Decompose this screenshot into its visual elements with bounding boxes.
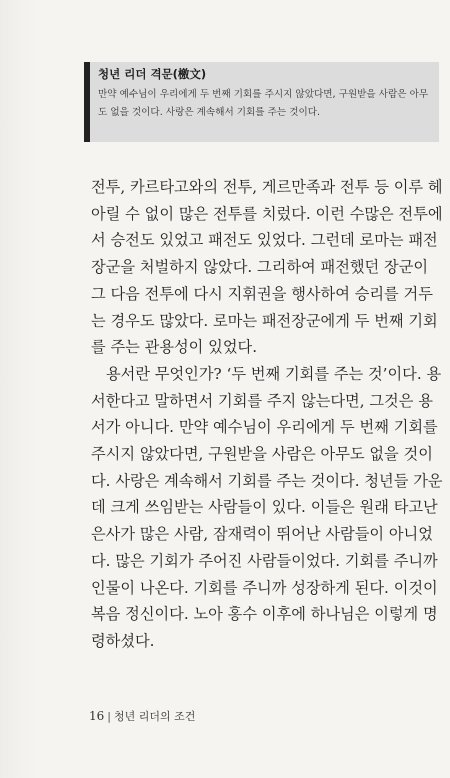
main-body-text [91, 174, 446, 655]
page-number: 16 [89, 709, 105, 723]
paragraph-2: 용서란 무엇인가? ‘두 번째 기회를 주는 것’이다. 용서한다고 말하면서 기회를 주지 않는다면, 그것은 용서가 아니다. 만약 예수님이 우리에게 두 번째 기회를 주시지 않았다면, 구원받을 사람은 아무도 없을 것이다. 사랑은 계속해서 기회를 주는 것이다. 청년들 가운데 크게 쓰임받는 사람들이 있다. 이들은 원래 타고난 은사가 많은 사람, 잠재력이 뛰어난 사람들이 아니었다. 많은 기회가 주어진 사람들이었다. 기회를 주니까 인물이 나온다. 기회를 주니까 성장하게 된다. 이것이 복음 정신이다. 노아 홍수 이후에 하나님은 이렇게 명령하셨다. [91, 364, 443, 650]
callout-text: 만약 예수님이 우리에게 두 번째 기회를 주시지 않았다면, 구원받을 사람은 아무도 없을 것이다. 사랑은 계속해서 기회를 주는 것이다. [98, 89, 429, 118]
page-footer [89, 708, 195, 724]
footer-separator: | [107, 710, 111, 723]
book-title: 청년 리더의 조건 [114, 710, 196, 723]
callout-title: 청년 리더 격문(檄文) [98, 67, 207, 81]
paragraph-1: 전투, 카르타고와의 전투, 게르만족과 전투 등 이루 헤아릴 수 없이 많은 전투를 치렀다. 이런 수많은 전투에서 승전도 있었고 패전도 있었다. 그런데 로마는 패전장군을 처벌하지 않았다. 그리하여 패전했던 장군이 그 다음 전투에 다시 지휘권을 행사하여 승리를 거두는 경우도 많았다. 로마는 패전장군에게 두 번째 기회를 주는 관용성이 있었다. [91, 178, 443, 357]
callout-box [84, 62, 439, 142]
callout-accent-bar [84, 62, 90, 142]
